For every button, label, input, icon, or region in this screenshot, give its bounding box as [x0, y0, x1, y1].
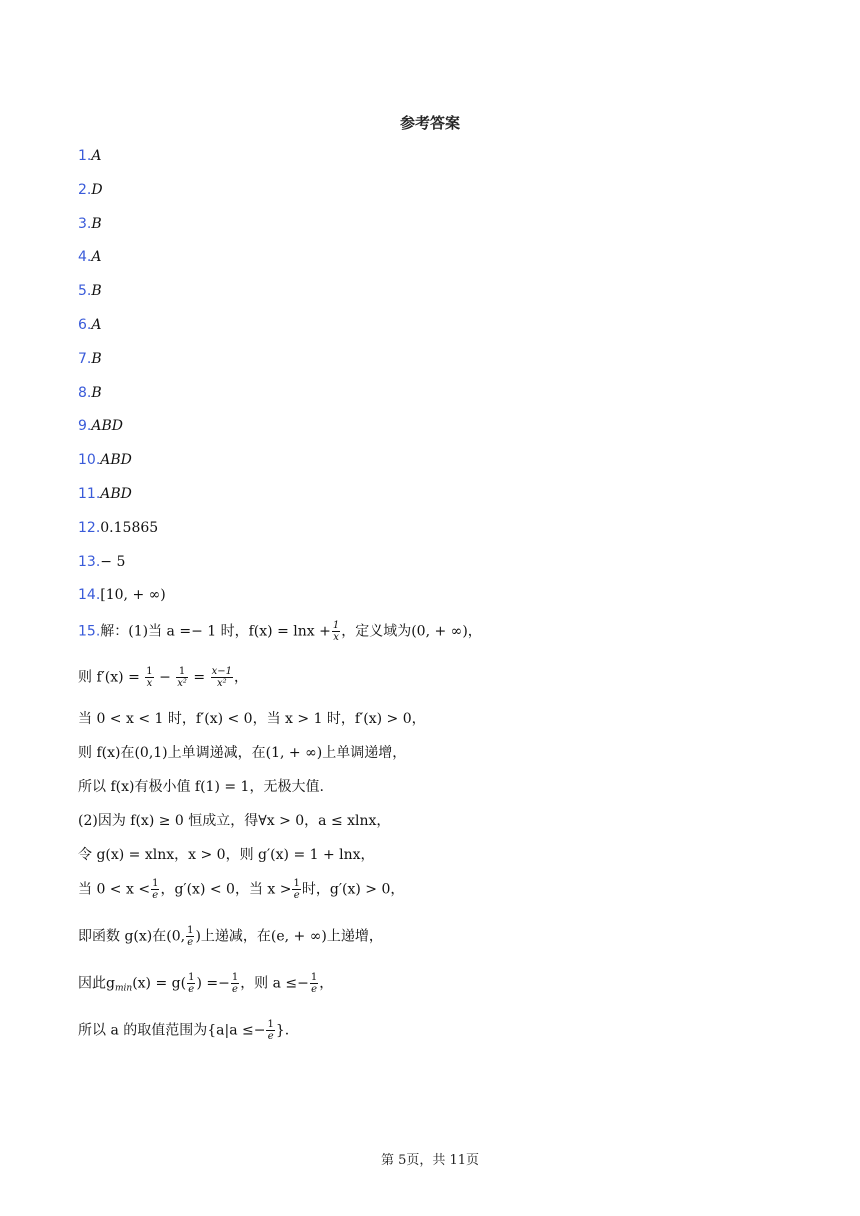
- fraction: [310, 972, 318, 995]
- answer-value: B: [91, 215, 102, 232]
- fraction-denominator: e: [267, 1031, 274, 1042]
- list-item: [78, 383, 166, 417]
- list-item: [78, 552, 166, 586]
- solution-text: }.: [275, 1022, 290, 1039]
- answer-value: B: [91, 350, 102, 367]
- fraction-denominator: x²: [177, 678, 187, 689]
- solution-text: ，则 a ≤−: [240, 975, 309, 992]
- fraction-denominator: e: [152, 890, 159, 901]
- solution-text: 当 0 < x <: [78, 881, 151, 898]
- solution-text: ，: [233, 669, 248, 686]
- answer-value: ABD: [100, 485, 132, 502]
- fraction: [145, 666, 153, 689]
- answer-number: 2.: [78, 181, 92, 198]
- fraction-numerator: x−1: [211, 666, 232, 677]
- fraction-numerator: 1: [152, 878, 159, 889]
- fraction-numerator: 1: [293, 878, 300, 889]
- answer-number: 4.: [78, 249, 92, 266]
- solution-text: −: [159, 669, 171, 686]
- answer-value: [10, + ∞): [100, 587, 166, 604]
- answer-value: B: [91, 283, 102, 300]
- answer-number: 9.: [78, 418, 92, 435]
- fraction: [151, 878, 159, 901]
- list-item: [78, 315, 166, 349]
- answer-number: 11.: [78, 485, 101, 502]
- solution-text: 因此g: [78, 975, 115, 992]
- list-item: [78, 146, 166, 180]
- answer-value: A: [91, 148, 102, 164]
- answer-number: 14.: [78, 587, 101, 604]
- fraction-numerator: 1: [146, 666, 153, 677]
- fraction-denominator: e: [188, 984, 195, 995]
- list-item: [78, 281, 166, 315]
- list-item: [78, 214, 166, 248]
- solution-line-5: 所以 f(x)有极小值 f(1) = 1，无极大值.: [78, 779, 324, 795]
- solution-line-8: [78, 878, 404, 901]
- list-item: [78, 247, 166, 281]
- fraction-numerator: 1: [188, 972, 195, 983]
- answer-number: 13.: [78, 553, 101, 570]
- answer-list: [78, 146, 166, 619]
- page-title: 参考答案: [399, 114, 460, 132]
- fraction-numerator: 1: [267, 1019, 274, 1030]
- fraction: [211, 666, 233, 689]
- solution-line-11: [78, 1019, 289, 1042]
- answer-value: ABD: [100, 452, 132, 469]
- answer-number: 12.: [78, 519, 101, 536]
- solution-text: 时，g′(x) > 0，: [301, 881, 405, 898]
- solution-line-3: 当 0 < x < 1 时，f′(x) < 0，当 x > 1 时，f′(x) > 0，: [78, 711, 426, 727]
- solution-line-4: 则 f(x)在(0,1)上单调递减，在(1, + ∞)上单调递增，: [78, 745, 407, 761]
- answer-number: 8.: [78, 384, 92, 401]
- solution-text: (x) = g(: [132, 975, 187, 992]
- solution-text: 所以 a 的取值范围为{a|a ≤−: [78, 1022, 266, 1039]
- answer-number: 5.: [78, 283, 92, 300]
- answer-number: 7.: [78, 350, 92, 367]
- solution-line-2: [78, 666, 248, 689]
- list-item: [78, 349, 166, 383]
- solution-line-1: [78, 620, 482, 643]
- fraction: [187, 972, 195, 995]
- list-item: [78, 416, 166, 450]
- solution-line-10: [78, 972, 333, 995]
- fraction-numerator: 1: [231, 972, 239, 983]
- fraction: [292, 878, 300, 901]
- list-item: [78, 450, 166, 484]
- page-footer: 第 5页，共 11页: [380, 1153, 480, 1168]
- answer-value: D: [91, 181, 103, 198]
- solution-text: ) =−: [196, 975, 230, 992]
- answer-value: B: [91, 384, 102, 401]
- fraction-denominator: x: [146, 678, 153, 689]
- fraction-numerator: 1: [176, 666, 188, 678]
- fraction-denominator: x²: [216, 678, 227, 689]
- solution-text: 即函数 g(x)在(0,: [78, 928, 186, 945]
- fraction: [266, 1019, 274, 1042]
- fraction-denominator: e: [293, 890, 300, 901]
- fraction-denominator: e: [187, 937, 194, 948]
- list-item: [78, 585, 166, 619]
- answer-number: 6.: [78, 316, 92, 333]
- solution-text: ，定义域为(0, + ∞)，: [341, 623, 482, 640]
- fraction-denominator: x: [333, 632, 339, 643]
- fraction: [231, 972, 239, 995]
- fraction: [186, 925, 194, 948]
- list-item: [78, 484, 166, 518]
- solution-line-6: (2)因为 f(x) ≥ 0 恒成立，得∀x > 0，a ≤ xlnx，: [78, 813, 391, 829]
- list-item: [78, 180, 166, 214]
- fraction: [176, 666, 188, 689]
- solution-text: =: [193, 669, 206, 686]
- answer-value: ABD: [91, 418, 123, 435]
- answer-number: 1.: [78, 148, 92, 164]
- answer-value: A: [91, 249, 102, 266]
- fraction-numerator: 1: [332, 620, 340, 631]
- fraction-denominator: e: [232, 984, 238, 995]
- solution-text: )上递减，在(e, + ∞)上递增，: [195, 928, 383, 945]
- solution-number: 15.: [78, 623, 101, 640]
- fraction-numerator: 1: [187, 925, 194, 936]
- fraction: [332, 620, 340, 643]
- answer-value: − 5: [100, 553, 126, 570]
- subscript: min: [114, 983, 133, 994]
- solution-line-7: 令 g(x) = xlnx，x > 0，则 g′(x) = 1 + lnx，: [78, 847, 375, 863]
- answer-number: 10.: [78, 452, 101, 469]
- answer-value: 0.15865: [100, 519, 159, 536]
- solution-text: 则 f′(x) =: [78, 669, 140, 686]
- solution-line-9: [78, 925, 383, 948]
- answer-number: 3.: [78, 215, 92, 232]
- list-item: [78, 518, 166, 552]
- solution-text: 解：(1)当 a =− 1 时，f(x) = lnx +: [100, 623, 331, 640]
- solution-text: ，g′(x) < 0，当 x >: [160, 881, 292, 898]
- solution-text: ，: [319, 975, 334, 992]
- fraction-numerator: 1: [310, 972, 318, 983]
- fraction-denominator: e: [311, 984, 318, 995]
- answer-value: A: [91, 316, 102, 333]
